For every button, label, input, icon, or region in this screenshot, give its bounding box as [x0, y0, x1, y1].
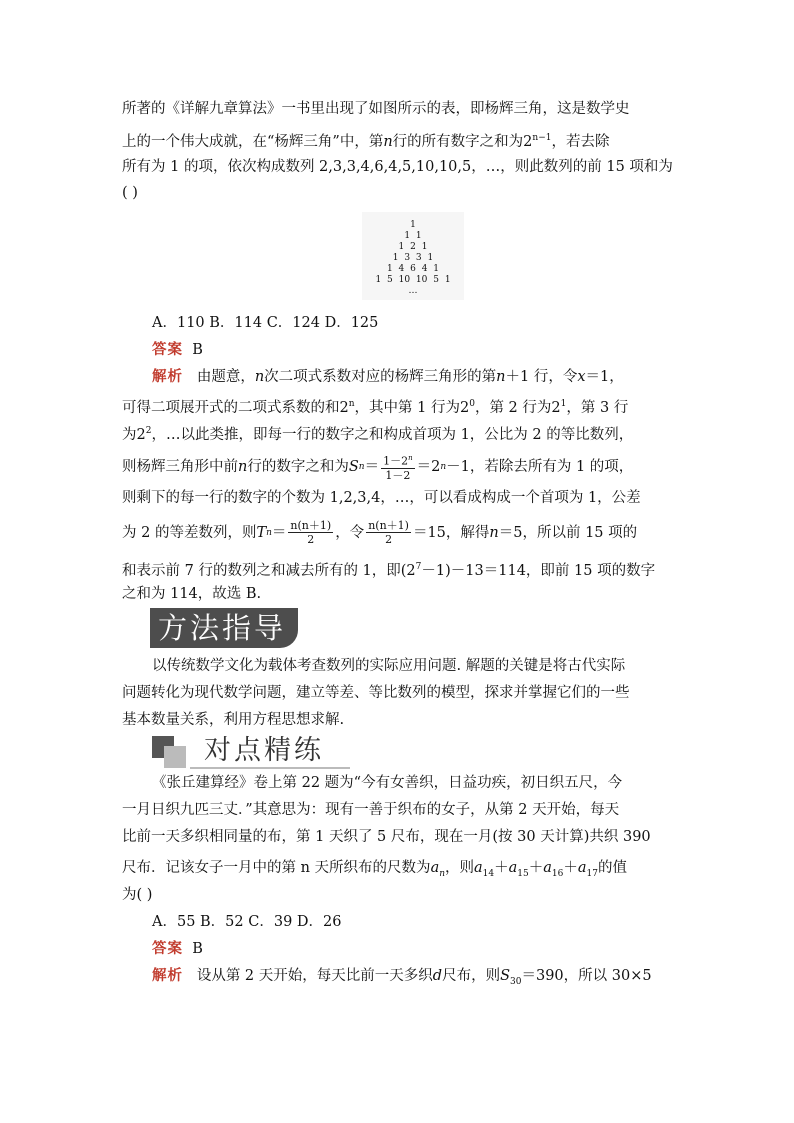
pascal-row: 1 2 1	[398, 242, 428, 252]
q1-analysis-line-4: 则杨辉三角形中前 n 行的数字之和为 S n ＝ $\frac{1-2^n}{1-2}$ ＝2 n －1，若除去所有为 1 的项，	[122, 454, 634, 482]
banner-underline	[190, 767, 350, 769]
method-guide-title: 方法指导	[158, 611, 287, 645]
pascal-row: 1 1	[404, 231, 422, 241]
q1-analysis-line-7: 和表示前 7 行的数列之和减去所有的 1，即$(2^7-1)-13=114$，即前 15 项的数字	[122, 562, 656, 579]
pascal-row: …	[408, 286, 418, 296]
pascal-row: 1 4 6 4 1	[386, 264, 440, 274]
q1-analysis-line-6: 为 2 的等差数列，则 T n ＝ $\frac{n(n+1)}{2}$ ，令 $\frac{n(n+1)}{2}$ ＝15，解得 n ＝5，所以前 15 项的	[122, 519, 638, 546]
method-line-3: 基本数量关系，利用方程思想求解.	[122, 712, 345, 728]
q1-line-4: ( )	[122, 185, 138, 201]
q1-line-1: 所著的《详解九章算法》一书里出现了如图所示的表，即杨辉三角，这是数学史	[122, 101, 630, 117]
practice-line-2: 一月日织九匹三丈．”其意思为：现有一善于织布的女子，从第 2 天开始，每天	[122, 802, 620, 818]
term-count-fraction-2: $\frac{n(n+1)}{2}$	[368, 519, 409, 546]
pascal-row: 1	[410, 220, 416, 230]
method-line-2: 问题转化为现代数学问题，建立等差、等比数列的模型，探求并掌握它们的一些	[122, 685, 630, 701]
pascal-triangle-figure	[362, 212, 464, 300]
practice-options: A．55 B．52 C．39 D．26	[152, 914, 342, 930]
pascal-row: 1 3 3 1	[392, 253, 434, 263]
sum-fraction: $\frac{1-2^n}{1-2}$	[383, 454, 413, 482]
q1-options: A．110 B．114 C．124 D．125	[152, 315, 379, 331]
practice-line-5: 为( )	[122, 887, 153, 903]
q1-analysis-line-8: 之和为 114，故选 B.	[122, 586, 262, 602]
practice-line-4: 尺布．记该女子一月中的第 n 天所织布的尺数为$a_n$，则$a_{14}+a_{15}+a_{16}+a_{17}$的值	[122, 860, 627, 879]
q1-analysis-line-5: 则剩下的每一行的数字的个数为 1,2,3,4，…，可以看成构成一个首项为 1，公差	[122, 490, 641, 506]
q1-line-3: 所有为 1 的项，依次构成数列 2,3,3,4,6,4,5,10,10,5，…，则此数列的前 15 项和为	[122, 159, 673, 175]
practice-analysis-line-1: 解析 设从第 2 天开始，每天比前一天多织d尺布，则$S_{30}=390$，所以 30×5	[152, 967, 652, 987]
q1-analysis-line-3: 为$2^2$，…以此类推，即每一行的数字之和构成首项为 1，公比为 2 的等比数列，	[122, 426, 634, 443]
practice-line-1: 《张丘建算经》卷上第 22 题为“今有女善织，日益功疾，初日织五尺，今	[152, 775, 623, 791]
method-line-1: 以传统数学文化为载体考查数列的实际应用问题. 解题的关键是将古代实际	[152, 658, 626, 674]
method-guide-banner	[150, 608, 298, 648]
q1-analysis-line-1: 解析 由题意，n次二项式系数对应的杨辉三角形的第n＋1 行，令x＝1，	[152, 368, 624, 385]
practice-banner	[150, 734, 350, 768]
term-count-fraction: $\frac{n(n+1)}{2}$	[290, 519, 332, 546]
practice-answer: 答案 B	[152, 940, 203, 957]
pascal-row: 1 5 10 10 5 1	[375, 275, 451, 285]
practice-title: 对点精练	[204, 735, 324, 766]
banner-square-icon	[164, 746, 186, 768]
q1-line-2: 上的一个伟大成就，在“杨辉三角”中，第n行的所有数字之和为$2^{n-1}$，若去除	[122, 133, 610, 150]
q1-analysis-line-2: 可得二项展开式的二项式系数的和2$^n$，其中第 1 行为$2^0$，第 2 行为$2^1$，第 3 行	[122, 399, 629, 416]
practice-line-3: 比前一天多织相同量的布，第 1 天织了 5 尺布，现在一月(按 30 天计算)共织 390	[122, 829, 651, 845]
q1-answer: 答案 B	[152, 341, 203, 358]
